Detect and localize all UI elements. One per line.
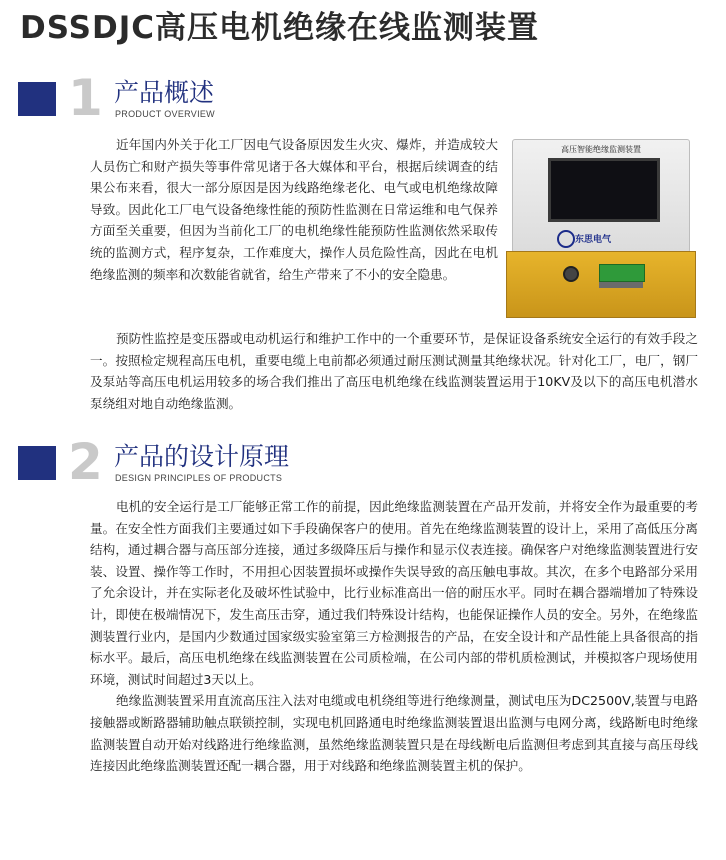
page-title: DSSDJC高压电机绝缘在线监测装置 <box>20 10 540 46</box>
section-accent-bar <box>18 446 56 480</box>
overview-text-1: 近年国内外关于化工厂因电气设备原因发生火灾、爆炸，并造成较大人员伤亡和财产损失等事件常见诸于各大媒体和平台，根据后续调查的结果公布来看，很大一部分原因是因为线路绝缘老化、电气或电机绝缘故障导致。因此化工厂电气设备绝缘性能的预防性监测在日常运维和电气保养方面至关重要，但因为当前化工厂的电机绝缘性能预防性监测依然采取传统的监测方式，程序复杂，工作难度大，操作人员危险性高，因此在电机绝缘监测的频率和次数能省就省，给生产带来了不小的安全隐患。 <box>90 137 498 282</box>
section-subtitle: PRODUCT OVERVIEW <box>115 109 215 119</box>
device-enclosure <box>506 251 696 318</box>
section-header-design <box>18 433 418 491</box>
design-text-2: 绝缘监测装置采用直流高压注入法对电缆或电机绕组等进行绝缘测量，测试电压为DC2500V,装置与电路接触器或断路器辅助触点联锁控制，实现电机回路通电时绝缘监测装置退出监测与电网分离，线路断电时绝缘监测装置自动开始对线路进行绝缘监测，虽然绝缘监测装置只是在母线断电后监测但考虑到其直接与高压母线连接因此绝缘监测装置还配一耦合器，用于对线路和绝缘监测装置主机的保护。 <box>90 693 698 774</box>
connector-port-icon <box>563 266 579 282</box>
device-panel <box>512 139 690 253</box>
overview-paragraph-1 <box>90 134 498 285</box>
logo-icon <box>557 230 575 248</box>
section-subtitle: DESIGN PRINCIPLES OF PRODUCTS <box>115 473 283 483</box>
product-image <box>506 139 694 316</box>
device-screen <box>548 158 660 222</box>
section-number: 1 <box>68 69 103 127</box>
overview-text-2: 预防性监控是变压器或电动机运行和维护工作中的一个重要环节，是保证设备系统安全运行的有效手段之一。按照检定规程高压电机，重要电缆上电前都必须通过耐压测试测量其绝缘状况。针对化工厂，电厂，钢厂及泵站等高压电机运用较多的场合我们推出了高压电机绝缘在线监测装置运用于10KV及以下的高压电机潜水泵绕组对地自动绝缘监测。 <box>90 331 698 411</box>
device-logo: 东思电气 <box>575 235 612 245</box>
section-number: 2 <box>68 433 103 491</box>
section-header-overview <box>18 69 418 127</box>
overview-paragraph-2 <box>90 328 698 414</box>
section-accent-bar <box>18 82 56 116</box>
terminal-strip-icon <box>599 282 643 288</box>
design-text-1: 电机的安全运行是工厂能够正常工作的前提，因此绝缘监测装置在产品开发前，并将安全作为最重要的考量。在安全性方面我们主要通过如下手段确保客户的使用。首先在绝缘监测装置的设计上，采用了高低压分离结构，通过耦合器与高压部分连接，通过多级降压后与操作和显示仪表连接。确保客户对绝缘监测装置进行安装、设置、操作等工作时，不用担心因装置损坏或操作失误导致的高压触电事故。其次，在多个电路部分采用了允余设计，并在实际老化及破坏性试验中，比行业标准高出一倍的耐压水平。同时在耦合器端增加了特殊设计，即使在极端情况下，发生高压击穿，通过我们特殊设计结构，也能保证操作人员的安全。另外，在绝缘监测装置行业内，是国内少数通过国家级实验室第三方检测报告的产品，在安全设计和产品性能上具备很高的指标水平。最后，高压电机绝缘在线监测装置在公司质检端，在公司内部的带机质检测试，并模拟客户现场使用环境，测试时间超过3天以上。 <box>90 499 698 687</box>
section-title: 产品的设计原理 <box>114 442 290 471</box>
device-label: 高压智能绝缘监测装置 <box>561 145 641 154</box>
terminal-block-icon <box>599 264 645 282</box>
design-paragraphs <box>90 496 698 777</box>
section-title: 产品概述 <box>114 78 215 107</box>
